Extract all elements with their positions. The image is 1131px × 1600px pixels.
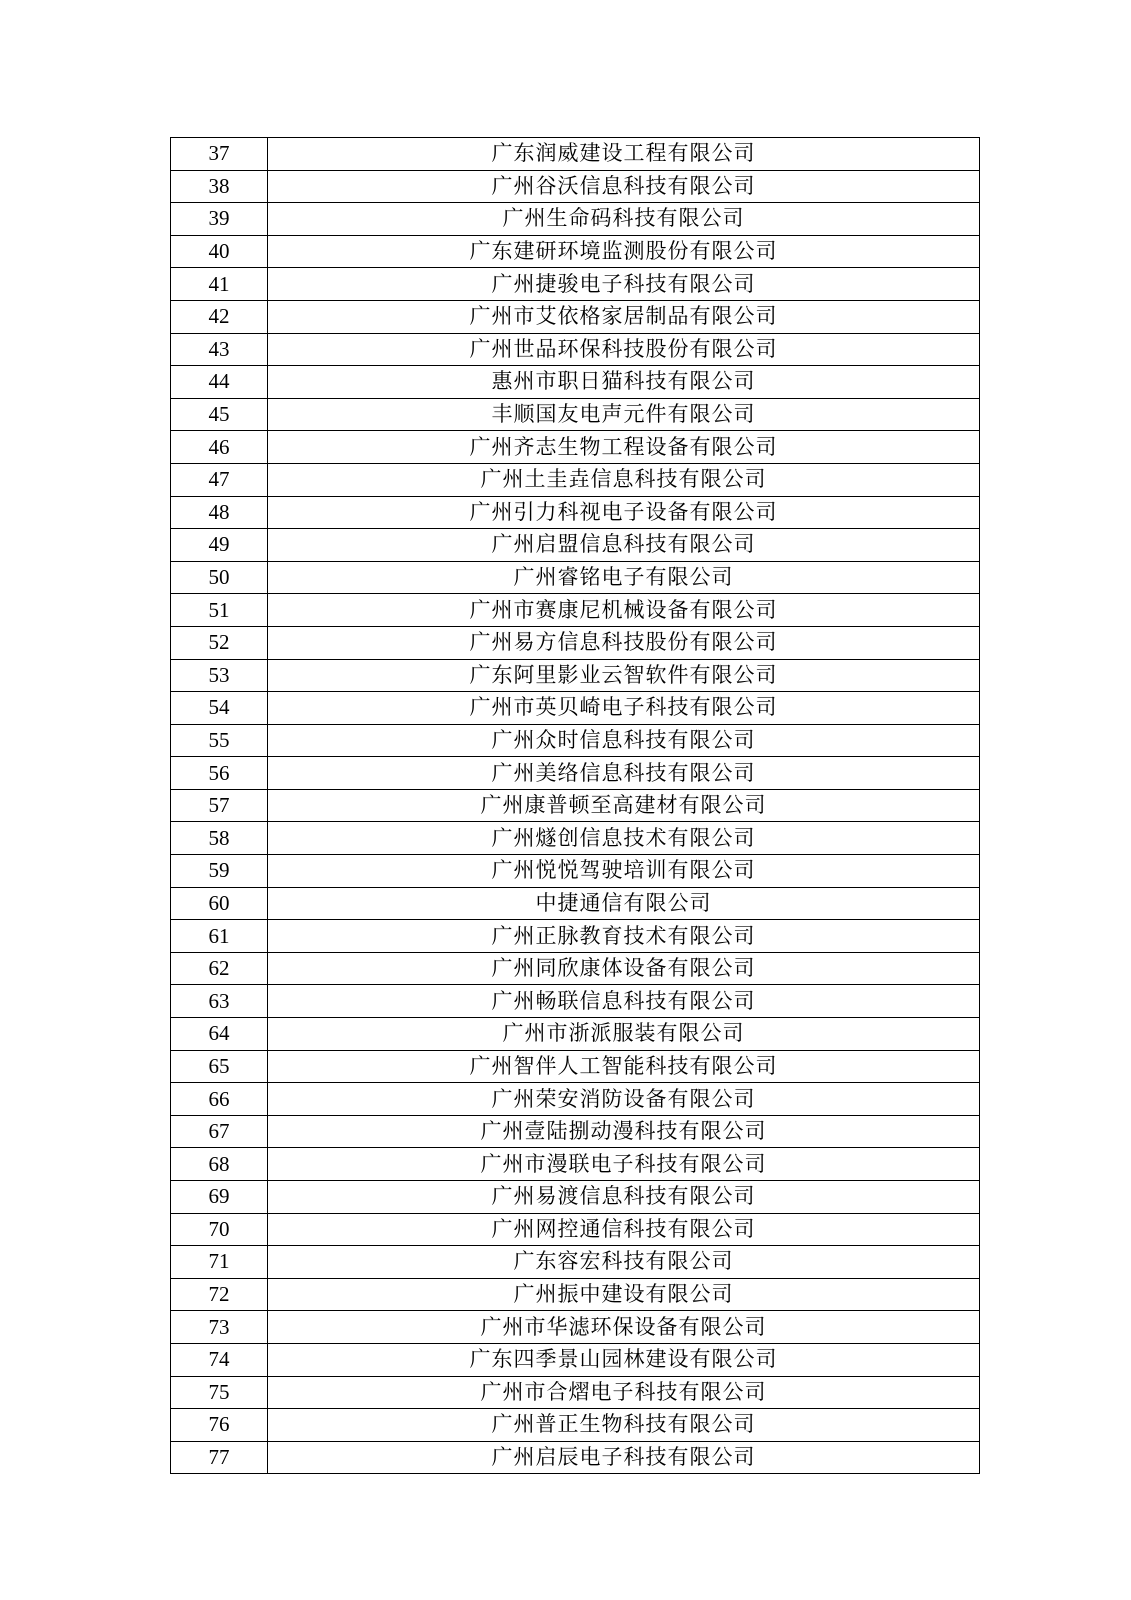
- company-list-table: [170, 137, 980, 1474]
- table-row: [171, 1311, 980, 1344]
- table-row: [171, 431, 980, 464]
- row-number-cell: 72: [171, 1278, 268, 1311]
- row-number-cell: 59: [171, 855, 268, 888]
- table-row: [171, 724, 980, 757]
- table-row: [171, 300, 980, 333]
- row-number-cell: 57: [171, 789, 268, 822]
- company-name-cell: 广东建研环境监测股份有限公司: [268, 235, 980, 268]
- table-row: [171, 333, 980, 366]
- table-row: [171, 235, 980, 268]
- row-number-cell: 74: [171, 1343, 268, 1376]
- table-row: [171, 1441, 980, 1474]
- row-number-cell: 64: [171, 1018, 268, 1051]
- row-number-cell: 44: [171, 366, 268, 399]
- row-number-cell: 42: [171, 300, 268, 333]
- table-row: [171, 1181, 980, 1214]
- row-number-cell: 67: [171, 1115, 268, 1148]
- table-row: [171, 463, 980, 496]
- table-row: [171, 138, 980, 171]
- table-row: [171, 789, 980, 822]
- row-number-cell: 58: [171, 822, 268, 855]
- company-name-cell: 广东四季景山园林建设有限公司: [268, 1343, 980, 1376]
- company-name-cell: 广东容宏科技有限公司: [268, 1246, 980, 1279]
- table-row: [171, 268, 980, 301]
- company-name-cell: 广州易渡信息科技有限公司: [268, 1181, 980, 1214]
- company-name-cell: 广州启辰电子科技有限公司: [268, 1441, 980, 1474]
- company-name-cell: 广州众时信息科技有限公司: [268, 724, 980, 757]
- row-number-cell: 49: [171, 529, 268, 562]
- row-number-cell: 70: [171, 1213, 268, 1246]
- table-row: [171, 203, 980, 236]
- company-name-cell: 广州睿铭电子有限公司: [268, 561, 980, 594]
- company-name-cell: 广州市合熠电子科技有限公司: [268, 1376, 980, 1409]
- table-row: [171, 757, 980, 790]
- table-row: [171, 170, 980, 203]
- row-number-cell: 73: [171, 1311, 268, 1344]
- table-row: [171, 1115, 980, 1148]
- company-name-cell: 广州市浙派服装有限公司: [268, 1018, 980, 1051]
- company-list-body: [171, 138, 980, 1474]
- company-name-cell: 广东阿里影业云智软件有限公司: [268, 659, 980, 692]
- table-row: [171, 1246, 980, 1279]
- row-number-cell: 38: [171, 170, 268, 203]
- company-name-cell: 广州燧创信息技术有限公司: [268, 822, 980, 855]
- company-name-cell: 广州捷骏电子科技有限公司: [268, 268, 980, 301]
- company-name-cell: 广州生命码科技有限公司: [268, 203, 980, 236]
- table-row: [171, 496, 980, 529]
- row-number-cell: 75: [171, 1376, 268, 1409]
- table-row: [171, 1376, 980, 1409]
- company-name-cell: 广州康普顿至高建材有限公司: [268, 789, 980, 822]
- table-row: [171, 561, 980, 594]
- row-number-cell: 52: [171, 626, 268, 659]
- table-row: [171, 952, 980, 985]
- table-row: [171, 1050, 980, 1083]
- row-number-cell: 53: [171, 659, 268, 692]
- row-number-cell: 45: [171, 398, 268, 431]
- row-number-cell: 68: [171, 1148, 268, 1181]
- row-number-cell: 43: [171, 333, 268, 366]
- table-row: [171, 1018, 980, 1051]
- table-row: [171, 1213, 980, 1246]
- table-row: [171, 366, 980, 399]
- table-row: [171, 985, 980, 1018]
- table-row: [171, 594, 980, 627]
- row-number-cell: 37: [171, 138, 268, 171]
- table-row: [171, 398, 980, 431]
- company-name-cell: 广州智伴人工智能科技有限公司: [268, 1050, 980, 1083]
- company-name-cell: 惠州市职日猫科技有限公司: [268, 366, 980, 399]
- company-name-cell: 广州同欣康体设备有限公司: [268, 952, 980, 985]
- table-row: [171, 855, 980, 888]
- table-row: [171, 1083, 980, 1116]
- table-row: [171, 626, 980, 659]
- row-number-cell: 51: [171, 594, 268, 627]
- company-name-cell: 广州振中建设有限公司: [268, 1278, 980, 1311]
- company-name-cell: 广州启盟信息科技有限公司: [268, 529, 980, 562]
- company-name-cell: 广州荣安消防设备有限公司: [268, 1083, 980, 1116]
- row-number-cell: 62: [171, 952, 268, 985]
- row-number-cell: 77: [171, 1441, 268, 1474]
- table-row: [171, 1278, 980, 1311]
- table-row: [171, 822, 980, 855]
- company-name-cell: 广州市华滤环保设备有限公司: [268, 1311, 980, 1344]
- table-row: [171, 887, 980, 920]
- company-name-cell: 广州世品环保科技股份有限公司: [268, 333, 980, 366]
- row-number-cell: 54: [171, 692, 268, 725]
- row-number-cell: 69: [171, 1181, 268, 1214]
- row-number-cell: 50: [171, 561, 268, 594]
- company-name-cell: 广州易方信息科技股份有限公司: [268, 626, 980, 659]
- row-number-cell: 47: [171, 463, 268, 496]
- company-name-cell: 广州齐志生物工程设备有限公司: [268, 431, 980, 464]
- company-name-cell: 广东润威建设工程有限公司: [268, 138, 980, 171]
- company-name-cell: 广州市赛康尼机械设备有限公司: [268, 594, 980, 627]
- company-name-cell: 广州畅联信息科技有限公司: [268, 985, 980, 1018]
- row-number-cell: 41: [171, 268, 268, 301]
- table-row: [171, 920, 980, 953]
- company-name-cell: 中捷通信有限公司: [268, 887, 980, 920]
- table-row: [171, 1148, 980, 1181]
- row-number-cell: 55: [171, 724, 268, 757]
- row-number-cell: 40: [171, 235, 268, 268]
- row-number-cell: 63: [171, 985, 268, 1018]
- table-row: [171, 529, 980, 562]
- row-number-cell: 60: [171, 887, 268, 920]
- company-name-cell: 广州市英贝崎电子科技有限公司: [268, 692, 980, 725]
- table-row: [171, 1343, 980, 1376]
- row-number-cell: 76: [171, 1409, 268, 1442]
- table-row: [171, 659, 980, 692]
- company-name-cell: 广州壹陆捌动漫科技有限公司: [268, 1115, 980, 1148]
- company-name-cell: 广州美络信息科技有限公司: [268, 757, 980, 790]
- row-number-cell: 56: [171, 757, 268, 790]
- company-name-cell: 广州正脉教育技术有限公司: [268, 920, 980, 953]
- row-number-cell: 46: [171, 431, 268, 464]
- row-number-cell: 71: [171, 1246, 268, 1279]
- company-name-cell: 广州网控通信科技有限公司: [268, 1213, 980, 1246]
- row-number-cell: 39: [171, 203, 268, 236]
- row-number-cell: 65: [171, 1050, 268, 1083]
- company-name-cell: 广州土圭垚信息科技有限公司: [268, 463, 980, 496]
- table-row: [171, 1409, 980, 1442]
- company-name-cell: 广州引力科视电子设备有限公司: [268, 496, 980, 529]
- company-name-cell: 广州普正生物科技有限公司: [268, 1409, 980, 1442]
- row-number-cell: 61: [171, 920, 268, 953]
- row-number-cell: 48: [171, 496, 268, 529]
- company-name-cell: 广州悦悦驾驶培训有限公司: [268, 855, 980, 888]
- company-name-cell: 广州谷沃信息科技有限公司: [268, 170, 980, 203]
- table-row: [171, 692, 980, 725]
- row-number-cell: 66: [171, 1083, 268, 1116]
- company-name-cell: 广州市漫联电子科技有限公司: [268, 1148, 980, 1181]
- company-name-cell: 丰顺国友电声元件有限公司: [268, 398, 980, 431]
- company-name-cell: 广州市艾依格家居制品有限公司: [268, 300, 980, 333]
